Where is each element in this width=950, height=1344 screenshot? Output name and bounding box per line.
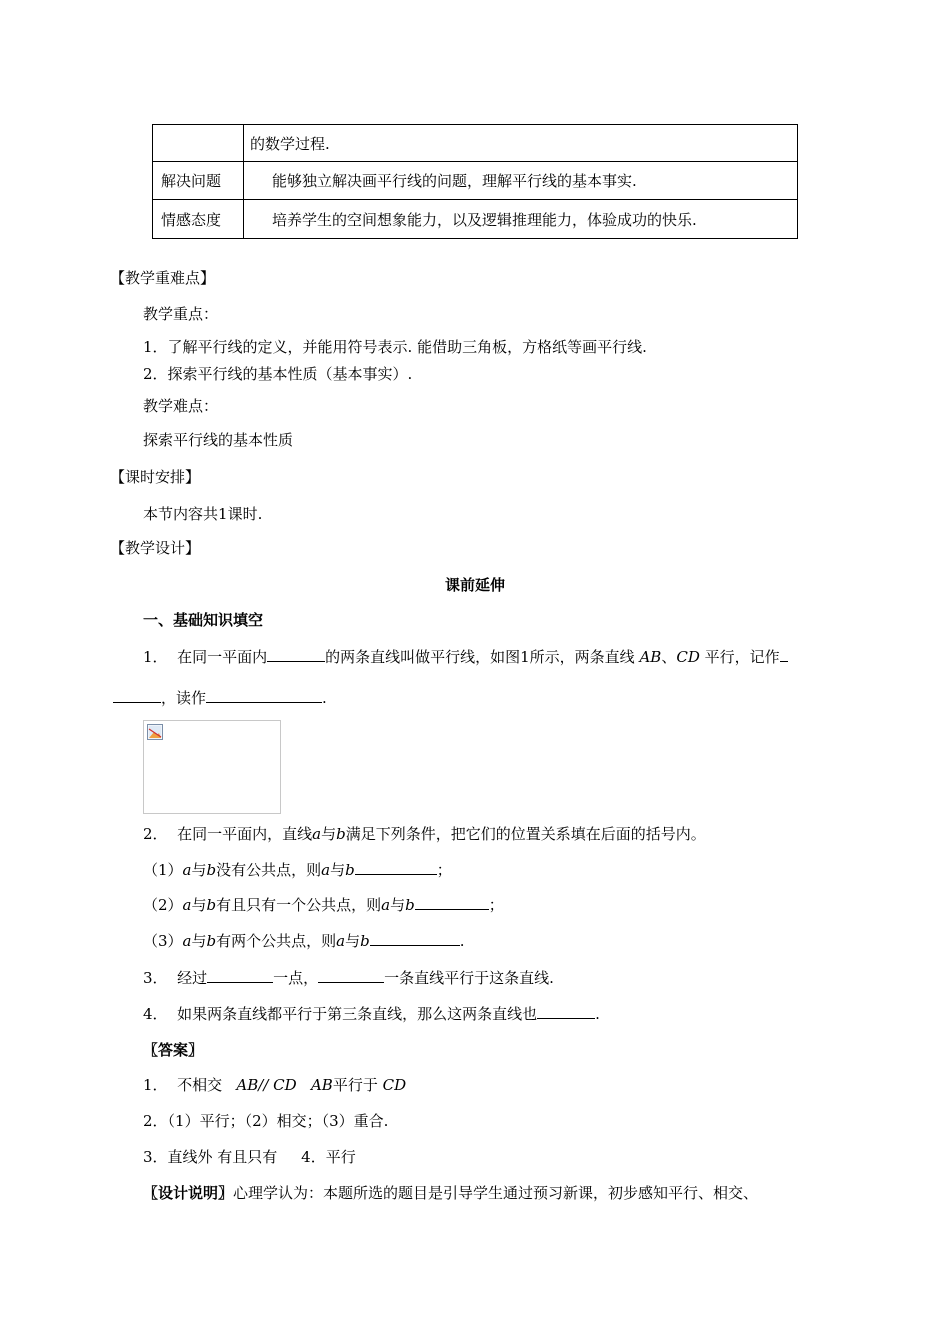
- answer-blank: [206, 688, 322, 703]
- answer-blank: [207, 968, 273, 983]
- answer-blank: [113, 688, 161, 703]
- question-1-line-2: ，读作 .: [113, 688, 327, 708]
- focus-item-2: 2．探索平行线的基本性质（基本事实）.: [143, 365, 413, 383]
- table-row: [153, 200, 798, 239]
- answer-blank: [370, 931, 460, 946]
- table-cell-label: 情感态度: [153, 200, 244, 239]
- answer-2: 2．（1）平行；（2）相交；（3）重合.: [143, 1112, 389, 1130]
- answer-blank: [780, 647, 788, 662]
- figure-1-image-placeholder: [143, 720, 281, 814]
- answer-blank: [415, 895, 489, 910]
- question-4: 4． 如果两条直线都平行于第三条直线，那么这两条直线也 .: [143, 1005, 600, 1023]
- objectives-table: [152, 124, 798, 239]
- question-2-stem: 2． 在同一平面内，直线a与b满足下列条件，把它们的位置关系填在后面的括号内。: [143, 825, 706, 843]
- answer-blank: [267, 647, 325, 662]
- focus-item-1: 1．了解平行线的定义，并能用符号表示. 能借助三角板，方格纸等画平行线.: [143, 338, 647, 356]
- answer-blank: [355, 860, 437, 875]
- key-points-heading: 【教学重难点】: [110, 269, 216, 287]
- table-cell-text: 的数学过程.: [244, 125, 798, 162]
- question-3: 3． 经过 一点， 一条直线平行于这条直线.: [143, 969, 554, 987]
- broken-image-icon: [147, 724, 163, 740]
- table-cell-label: [153, 125, 244, 162]
- difficulty-label: 教学难点：: [143, 397, 219, 415]
- table-row: [153, 125, 798, 162]
- section-title: 课前延伸: [444, 576, 505, 594]
- answer-3-4: 3．直线外 有且只有 4．平行: [143, 1148, 356, 1166]
- schedule-text: 本节内容共1课时.: [143, 505, 263, 523]
- difficulty-item-1: 探索平行线的基本性质: [143, 431, 294, 449]
- answer-blank: [537, 1004, 595, 1019]
- table-cell-text: 培养学生的空间想象能力，以及逻辑推理能力，体验成功的快乐.: [244, 200, 798, 239]
- subsection-title: 一、基础知识填空: [143, 611, 264, 629]
- answer-1: 1． 不相交 AB// CD AB平行于 CD: [143, 1076, 407, 1094]
- table-cell-text: 能够独立解决画平行线的问题，理解平行线的基本事实.: [244, 162, 798, 200]
- question-2-item-3: （3）a与b有两个公共点，则a与b .: [143, 932, 465, 950]
- schedule-heading: 【课时安排】: [110, 468, 201, 486]
- table-cell-label: 解决问题: [153, 162, 244, 200]
- design-heading: 【教学设计】: [110, 539, 201, 557]
- answers-heading: 〖答案〗: [143, 1041, 204, 1059]
- question-2-item-2: （2）a与b有且只有一个公共点，则a与b ；: [143, 896, 504, 914]
- design-note: 〖设计说明〗心理学认为：本题所选的题目是引导学生通过预习新课，初步感知平行、相交、: [143, 1184, 759, 1202]
- table-row: [153, 162, 798, 200]
- focus-label: 教学重点：: [143, 305, 219, 323]
- answer-blank: [318, 968, 384, 983]
- question-1-line-1: 1． 在同一平面内 的两条直线叫做平行线，如图1所示，两条直线 AB、CD 平行，记作: [143, 647, 788, 667]
- question-2-item-1: （1）a与b没有公共点，则a与b ；: [143, 861, 452, 879]
